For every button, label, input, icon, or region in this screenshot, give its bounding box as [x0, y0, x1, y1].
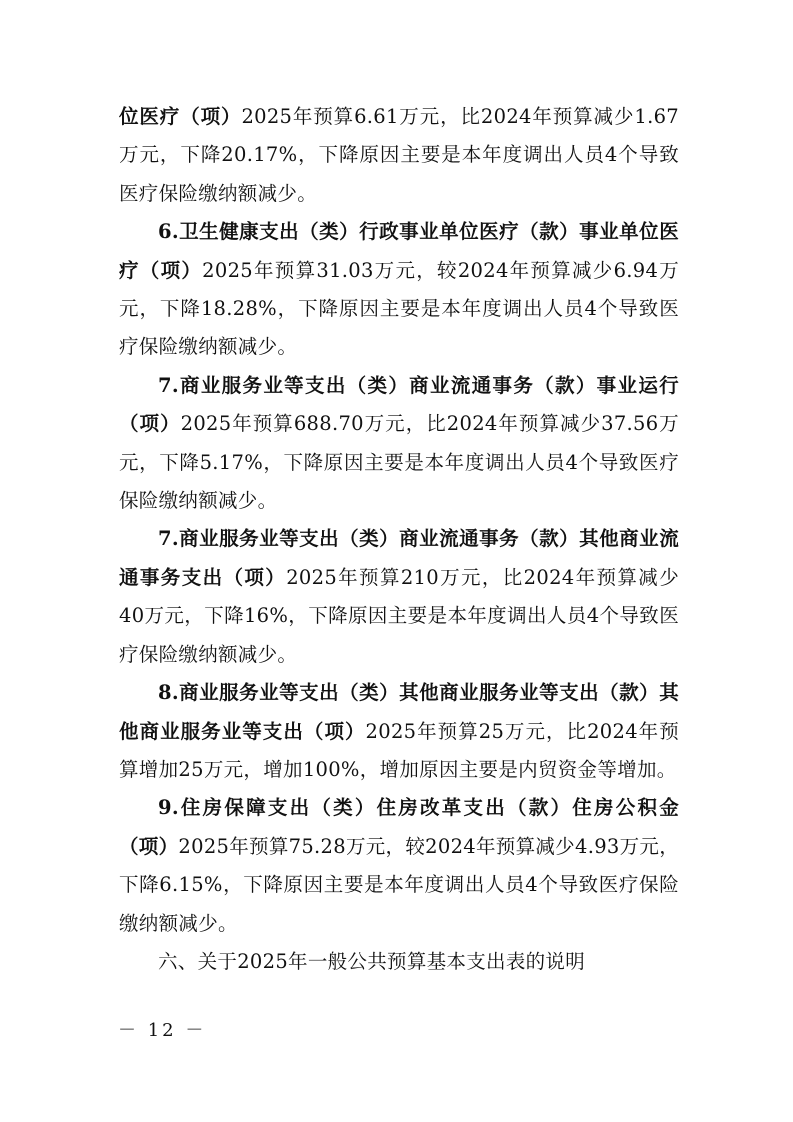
paragraph-medical-continuation: [119, 98, 679, 213]
paragraph-body: 2025年预算75.28万元，较2024年预算减少4.93万元，下降6.15%，下降原因主要是本年度调出人员4个导致医疗保险缴纳额减少。: [119, 834, 680, 935]
paragraph-bold-lead: 位医疗（项）: [119, 105, 242, 128]
paragraph-bold-lead: 7.商业服务业等支出（类）商业流通事务（款）事业运行（项）: [119, 373, 679, 436]
paragraph-body: 2025年预算25万元，比2024年预算增加25万元，增加100%，增加原因主要是内贸资金等增加。: [119, 719, 680, 781]
paragraph-commerce-services-other: [119, 674, 679, 789]
paragraph-housing-fund: [119, 789, 679, 943]
paragraph-bold-lead: 9.住房保障支出（类）住房改革支出（款）住房公积金（项）: [119, 796, 679, 858]
paragraph-body: 2025年预算31.03万元，较2024年预算减少6.94万元，下降18.28%，下降原因主要是本年度调出人员4个导致医疗保险缴纳额减少。: [119, 258, 680, 359]
body-text: [119, 98, 679, 981]
paragraph-body: 2025年预算210万元，比2024年预算减少40万元，下降16%，下降原因主要是本年度调出人员4个导致医疗保险缴纳额减少。: [119, 565, 680, 666]
paragraph-health-expense: [119, 213, 679, 367]
paragraph-bold-lead: 6.卫生健康支出（类）行政事业单位医疗（款）事业单位医疗（项）: [119, 220, 679, 282]
paragraph-commerce-other: [119, 520, 679, 674]
paragraph-commerce-operation: [119, 367, 679, 521]
paragraph-bold-lead: 7.商业服务业等支出（类）商业流通事务（款）其他商业流通事务支出（项）: [119, 527, 679, 589]
paragraph-bold-lead: 8.商业服务业等支出（类）其他商业服务业等支出（款）其他商业服务业等支出（项）: [119, 681, 679, 743]
paragraph-body: 2025年预算688.70万元，比2024年预算减少37.56万元，下降5.17%，下降原因主要是本年度调出人员4个导致医疗保险缴纳额减少。: [119, 412, 679, 513]
section-heading: 六、关于2025年一般公共预算基本支出表的说明: [158, 949, 586, 973]
page-number: － 12 －: [118, 1020, 207, 1041]
paragraph-body: 2025年预算6.61万元，比2024年预算减少1.67万元，下降20.17%，下降原因主要是本年度调出人员4个导致医疗保险缴纳额减少。: [119, 105, 679, 205]
